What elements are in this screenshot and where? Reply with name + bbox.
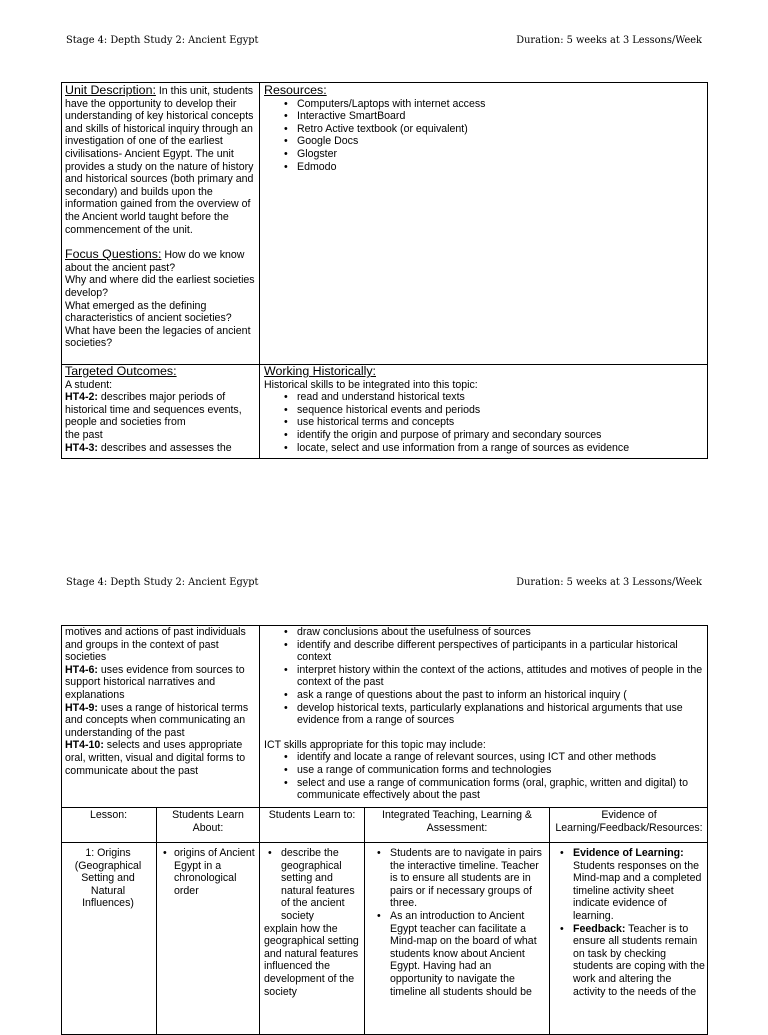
page2-column-divider (259, 625, 260, 807)
ht43-text: describes and assesses the (97, 441, 232, 454)
working-historically-title: Working Historically: (264, 364, 376, 378)
outcomes-continued-cell (65, 626, 255, 777)
resource-item: • Edmodo (297, 161, 704, 174)
ict-skill-item: • use a range of communication forms and technologies (297, 764, 704, 777)
col-header-learn-to: Students Learn to: (268, 809, 356, 821)
working-skill-item: • read and understand historical texts (297, 391, 704, 404)
ht42-tail: the past (65, 428, 103, 441)
lesson-col-divider-1 (156, 807, 157, 1035)
lesson-col-divider-3 (364, 807, 365, 1035)
lesson-1-title: 1: Origins (Geographical Setting and Natural Influences) (74, 847, 142, 910)
resource-item: • Computers/Laptops with internet access (297, 98, 704, 111)
unit-description-cell (65, 84, 255, 350)
working-skill-item: • identify the origin and purpose of primary and secondary sources (297, 429, 704, 442)
resource-item: • Retro Active textbook (or equivalent) (297, 123, 704, 136)
page2-header-left: Stage 4: Depth Study 2: Ancient Egypt (66, 577, 259, 588)
working-skill-item: • sequence historical events and periods (297, 404, 704, 417)
ht42-text: describes major periods of historical time and sequences events, people and societies from (65, 391, 242, 429)
lesson-col-divider-4 (549, 807, 550, 1035)
learn-to-cell (264, 847, 362, 998)
evidence-of-learning-text: Students responses on the Mind-map and a completed timeline activity sheet indicate evidence of learning. (573, 859, 702, 922)
resources-cell (264, 84, 704, 173)
evidence-item (573, 847, 705, 923)
focus-question-1: How do we know about the ancient past? (65, 249, 245, 274)
ht42-code: HT4-2: (65, 391, 98, 404)
page1-header-left: Stage 4: Depth Study 2: Ancient Egypt (66, 35, 259, 46)
resource-item: • Glogster (297, 148, 704, 161)
working-skill-item: • use historical terms and concepts (297, 416, 704, 429)
col-header-learn-about: Students Learn About: (172, 809, 244, 834)
page1-column-divider (259, 82, 260, 459)
page1-header-right: Duration: 5 weeks at 3 Lessons/Week (516, 35, 702, 46)
ict-skill-item: • identify and locate a range of relevant sources, using ICT and other methods (297, 751, 704, 764)
col-header-integrated: Integrated Teaching, Learning & Assessment: (382, 809, 532, 834)
feedback-item (573, 923, 705, 999)
resource-item: • Google Docs (297, 135, 704, 148)
working-historically-cell (264, 365, 704, 454)
ht46-text: uses evidence from sources to support historical narratives and explanations (65, 663, 245, 701)
ht410-text: selects and uses appropriate oral, written, visual and digital forms to communicate about the past (65, 739, 246, 777)
ht43-code: HT4-3: (65, 441, 98, 454)
focus-questions-title: Focus Questions: (65, 247, 162, 262)
targeted-outcomes-cell (65, 365, 255, 454)
page2-header-right: Duration: 5 weeks at 3 Lessons/Week (516, 577, 702, 588)
resource-item: • Interactive SmartBoard (297, 110, 704, 123)
integrated-item: • As an introduction to Ancient Egypt teacher can facilitate a Mind-map on the board of what students know about Ancient Egypt. Having had an opportunity to navigate the timeline all students should be (390, 910, 546, 998)
evidence-of-learning-title: Evidence of Learning: (573, 847, 684, 859)
lesson-table-header-divider (61, 842, 708, 843)
working-skill-item: • develop historical texts, particularly explanations and historical arguments that use evidence from a range of sources (297, 702, 704, 727)
targeted-outcomes-title: Targeted Outcomes: (65, 364, 177, 378)
evidence-cell (553, 847, 705, 998)
working-skill-item: • identify and describe different perspectives of participants in a particular historical context (297, 639, 704, 664)
unit-description-title: Unit Description: (65, 83, 156, 97)
outcomes-continued-text: motives and actions of past individuals and groups in the context of past societies (65, 626, 246, 664)
col-header-lesson: Lesson: (89, 809, 128, 821)
learn-to-item: • describe the geographical setting and natural features of the ancient society (281, 847, 362, 923)
focus-question-4: What have been the legacies of ancient societies? (65, 324, 251, 350)
focus-question-3: What emerged as the defining characteristics of ancient societies? (65, 299, 232, 325)
ht46-code: HT4-6: (65, 663, 98, 676)
unit-description-text: In this unit, students have the opportunity to develop their understanding of key historical concepts and skills of historical inquiry through an investigation of one of the earliest civilisations- Ancient Egypt. The unit provides a study on the nature of history and historical sources (both primary and secondary) and builds upon the information gained from the overview of the Ancient world taught before the commencement of the unit. (65, 85, 254, 236)
working-skill-item: • locate, select and use information from a range of sources as evidence (297, 442, 704, 455)
ht49-text: uses a range of historical terms and concepts when communicating an understanding of the past (65, 701, 249, 739)
working-skill-item: • draw conclusions about the usefulness of sources (297, 626, 704, 639)
feedback-title: Feedback: (573, 922, 626, 935)
integrated-item: • Students are to navigate in pairs the interactive timeline. Teacher is to ensure all students are in pairs or if necessary groups of three. (390, 847, 546, 910)
integrated-cell (368, 847, 546, 998)
working-historically-intro: Historical skills to be integrated into this topic: (264, 378, 478, 391)
col-header-evidence: Evidence of Learning/Feedback/Resources: (555, 809, 703, 834)
learn-to-explain: explain how the geographical setting and natural features influenced the development of the society (264, 922, 359, 998)
feedback-text: Teacher is to ensure all students remain on task by checking students are coping with the work and altering the activity to the needs of the (573, 922, 705, 998)
learn-about-cell (160, 847, 257, 897)
ict-intro: ICT skills appropriate for this topic may include: (264, 738, 486, 751)
lesson-col-divider-2 (259, 807, 260, 1035)
lesson-table-top (61, 807, 708, 808)
ht49-code: HT4-9: (65, 701, 98, 714)
working-skill-item: • ask a range of questions about the past to inform an historical inquiry ( (297, 689, 704, 702)
ict-skill-item: • select and use a range of communication forms (oral, graphic, written and digital) to communicate effectively about the past (297, 777, 704, 802)
learn-about-item: • origins of Ancient Egypt in a chronological order (174, 847, 257, 897)
resources-title: Resources: (264, 83, 327, 97)
targeted-student: A student: (65, 378, 113, 391)
focus-question-2: Why and where did the earliest societies develop? (65, 274, 255, 299)
working-continued-cell (264, 626, 704, 802)
ht410-code: HT4-10: (65, 739, 104, 752)
working-skill-item: • interpret history within the context of the actions, attitudes and motives of people in the context of the past (297, 664, 704, 689)
